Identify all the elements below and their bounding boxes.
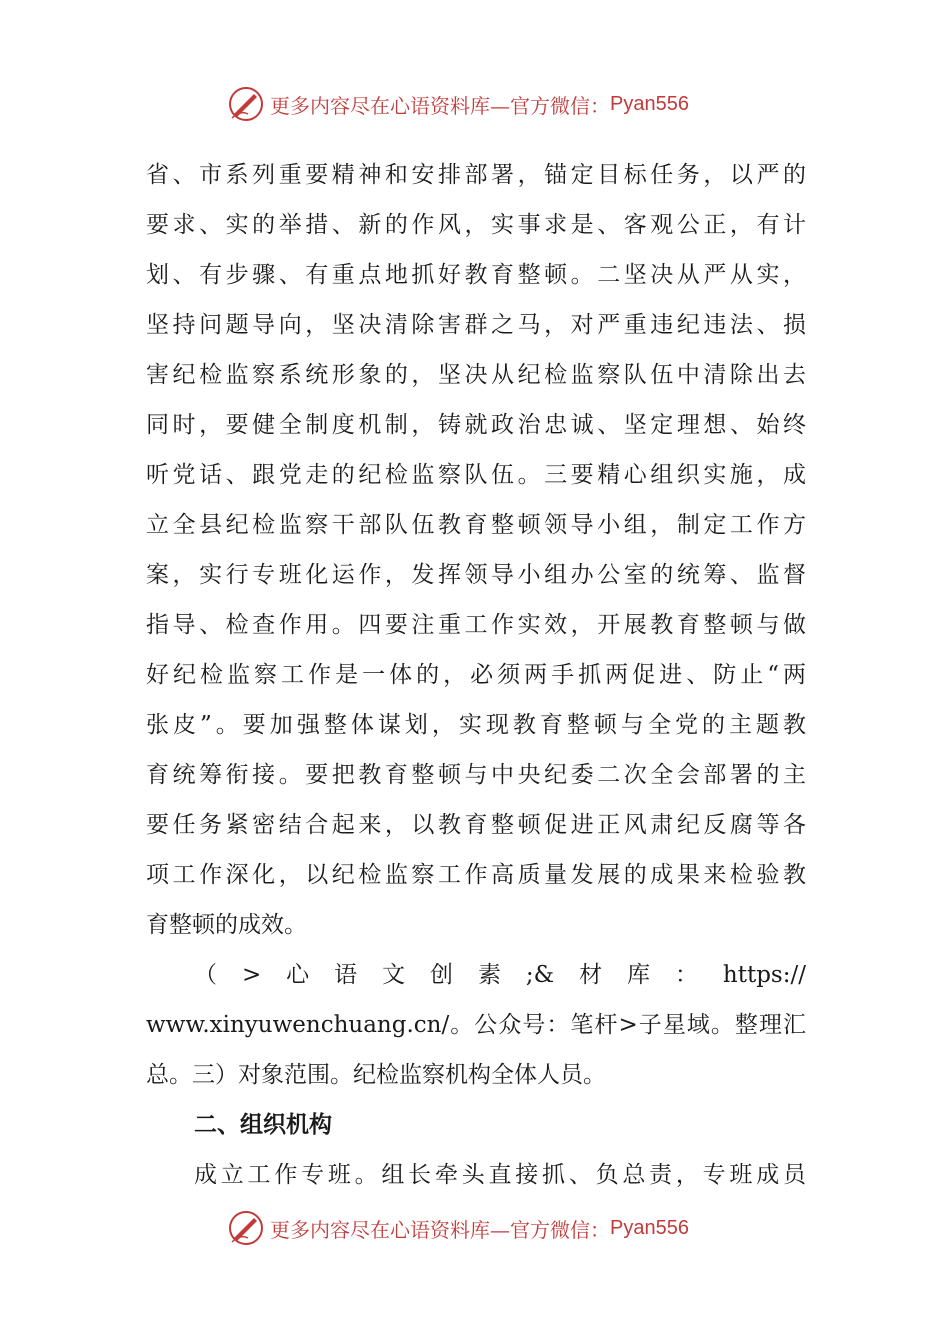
text-line: 要求、实的举措、新的作风，实事求是、客观公正，有计 xyxy=(146,212,806,238)
section-heading: 二、组织机构 xyxy=(194,1111,332,1138)
text-line: 要任务紧密结合起来，以教育整顿促进正风肃纪反腐等各 xyxy=(146,812,806,838)
pen-logo-icon xyxy=(226,1208,266,1248)
text-line: 总。三）对象范围。纪检监察机构全体人员。 xyxy=(146,1062,606,1088)
text-line: 坚持问题导向，坚决清除害群之马，对严重违纪违法、损 xyxy=(146,312,806,338)
text-line: 好纪检监察工作是一体的，必须两手抓两促进、防止“两 xyxy=(146,662,806,688)
watermark-id: Pyan556 xyxy=(610,92,689,115)
watermark-header xyxy=(226,84,746,124)
text-line: 害纪检监察系统形象的，坚决从纪检监察队伍中清除出去 xyxy=(146,362,806,388)
text-line: 划、有步骤、有重点地抓好教育整顿。二坚决从严从实， xyxy=(146,262,806,288)
text-line: 省、市系列重要精神和安排部署，锚定目标任务，以严的 xyxy=(146,162,806,188)
text-line: 立全县纪检监察干部队伍教育整顿领导小组，制定工作方 xyxy=(146,512,806,538)
text-line: 育统筹衔接。要把教育整顿与中央纪委二次全会部署的主 xyxy=(146,762,806,788)
text-line: 案，实行专班化运作，发挥领导小组办公室的统筹、监督 xyxy=(146,562,806,588)
watermark-text: 更多内容尽在心语资料库—官方微信： xyxy=(270,1217,610,1242)
text-line: 同时，要健全制度机制，铸就政治忠诚、坚定理想、始终 xyxy=(146,412,806,438)
body-text xyxy=(146,150,806,1200)
text-line: 听党话、跟党走的纪检监察队伍。三要精心组织实施，成 xyxy=(146,462,806,488)
watermark-id: Pyan556 xyxy=(610,1216,689,1239)
watermark-text: 更多内容尽在心语资料库—官方微信： xyxy=(270,93,610,118)
source-line: （>心语文创素;&材库：https:// xyxy=(194,962,806,988)
pen-logo-icon xyxy=(226,84,266,124)
text-line: 指导、检查作用。四要注重工作实效，开展教育整顿与做 xyxy=(146,612,806,638)
text-line: 成立工作专班。组长牵头直接抓、负总责，专班成员 xyxy=(194,1162,806,1188)
watermark-footer xyxy=(226,1208,746,1248)
text-line: 张皮”。要加强整体谋划，实现教育整顿与全党的主题教 xyxy=(146,712,806,738)
text-line: 项工作深化，以纪检监察工作高质量发展的成果来检验教 xyxy=(146,862,806,888)
text-line: 育整顿的成效。 xyxy=(146,912,307,938)
url-line: www.xinyuwenchuang.cn/。公众号：笔杆>子星域。整理汇 xyxy=(146,1012,806,1038)
